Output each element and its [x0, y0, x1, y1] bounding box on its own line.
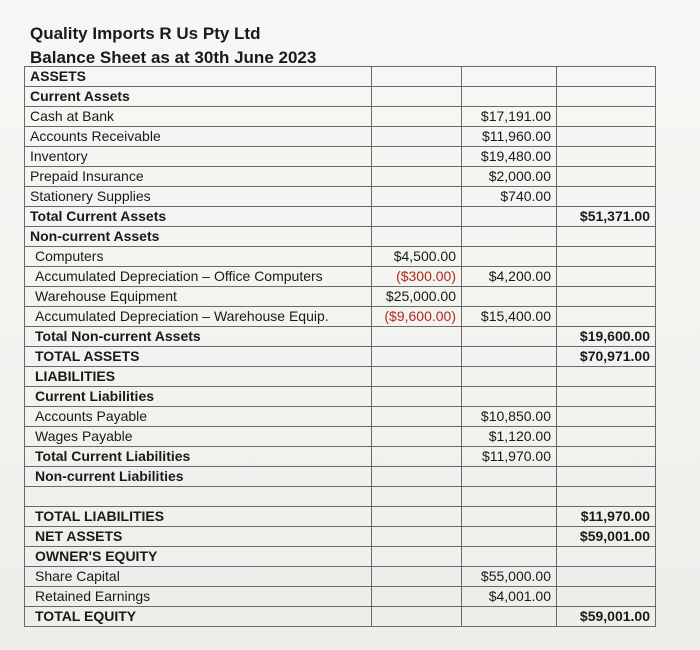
table-row [25, 187, 656, 207]
detail-amount-cell: ($9,600.00) [372, 307, 462, 327]
table-row [25, 467, 656, 487]
subtotal-amount-cell [462, 507, 557, 527]
detail-amount-cell [372, 207, 462, 227]
subtotal-amount-cell [462, 207, 557, 227]
detail-amount-cell [372, 547, 462, 567]
row-label: Retained Earnings [25, 587, 372, 607]
table-row [25, 87, 656, 107]
detail-amount-cell [372, 427, 462, 447]
subtotal-amount-cell: $10,850.00 [462, 407, 557, 427]
row-label: Non-current Liabilities [25, 467, 372, 487]
total-amount-cell [557, 187, 656, 207]
detail-amount-cell [372, 327, 462, 347]
company-name: Quality Imports R Us Pty Ltd [30, 24, 261, 43]
detail-amount-cell [372, 507, 462, 527]
document-header [30, 22, 316, 70]
table-row [25, 127, 656, 147]
table-row [25, 267, 656, 287]
row-label: NET ASSETS [25, 527, 372, 547]
subtotal-amount-cell: $55,000.00 [462, 567, 557, 587]
subtotal-amount-cell [462, 287, 557, 307]
subtotal-amount-cell: $15,400.00 [462, 307, 557, 327]
subtotal-amount-cell [462, 67, 557, 87]
row-label: Accumulated Depreciation – Office Computers [25, 267, 372, 287]
total-amount-cell [557, 587, 656, 607]
subtotal-amount-cell [462, 327, 557, 347]
row-label: Warehouse Equipment [25, 287, 372, 307]
row-label [25, 487, 372, 507]
table-row [25, 567, 656, 587]
table-row [25, 447, 656, 467]
row-label: TOTAL LIABILITIES [25, 507, 372, 527]
total-amount-cell [557, 287, 656, 307]
balance-sheet-table [24, 66, 656, 627]
total-amount-cell [557, 467, 656, 487]
table-row [25, 147, 656, 167]
row-label: Wages Payable [25, 427, 372, 447]
total-amount-cell [557, 307, 656, 327]
detail-amount-cell [372, 387, 462, 407]
detail-amount-cell [372, 227, 462, 247]
table-row [25, 287, 656, 307]
subtotal-amount-cell [462, 467, 557, 487]
row-label: Non-current Assets [25, 227, 372, 247]
subtotal-amount-cell: $11,970.00 [462, 447, 557, 467]
total-amount-cell [557, 267, 656, 287]
table-row [25, 507, 656, 527]
subtotal-amount-cell [462, 87, 557, 107]
subtotal-amount-cell [462, 347, 557, 367]
subtotal-amount-cell: $4,200.00 [462, 267, 557, 287]
total-amount-cell [557, 147, 656, 167]
total-amount-cell [557, 387, 656, 407]
total-amount-cell: $59,001.00 [557, 527, 656, 547]
row-label: Computers [25, 247, 372, 267]
row-label: Total Current Assets [25, 207, 372, 227]
total-amount-cell [557, 447, 656, 467]
row-label: LIABILITIES [25, 367, 372, 387]
table-row [25, 527, 656, 547]
detail-amount-cell [372, 467, 462, 487]
total-amount-cell: $70,971.00 [557, 347, 656, 367]
table-row [25, 207, 656, 227]
detail-amount-cell [372, 447, 462, 467]
table-row [25, 307, 656, 327]
detail-amount-cell [372, 107, 462, 127]
table-row [25, 167, 656, 187]
total-amount-cell: $59,001.00 [557, 607, 656, 627]
detail-amount-cell [372, 567, 462, 587]
detail-amount-cell [372, 587, 462, 607]
subtotal-amount-cell: $11,960.00 [462, 127, 557, 147]
table-row [25, 607, 656, 627]
row-label: Prepaid Insurance [25, 167, 372, 187]
detail-amount-cell: $4,500.00 [372, 247, 462, 267]
table-row [25, 107, 656, 127]
subtotal-amount-cell: $740.00 [462, 187, 557, 207]
detail-amount-cell [372, 167, 462, 187]
detail-amount-cell [372, 527, 462, 547]
row-label: Current Liabilities [25, 387, 372, 407]
detail-amount-cell [372, 407, 462, 427]
total-amount-cell [557, 247, 656, 267]
row-label: Accounts Payable [25, 407, 372, 427]
detail-amount-cell [372, 147, 462, 167]
total-amount-cell [557, 87, 656, 107]
total-amount-cell [557, 407, 656, 427]
total-amount-cell [557, 567, 656, 587]
detail-amount-cell [372, 187, 462, 207]
detail-amount-cell [372, 347, 462, 367]
detail-amount-cell [372, 127, 462, 147]
subtotal-amount-cell: $2,000.00 [462, 167, 557, 187]
detail-amount-cell [372, 87, 462, 107]
detail-amount-cell [372, 67, 462, 87]
table-row [25, 367, 656, 387]
table-row [25, 587, 656, 607]
total-amount-cell: $11,970.00 [557, 507, 656, 527]
row-label: Accumulated Depreciation – Warehouse Equip. [25, 307, 372, 327]
detail-amount-cell: ($300.00) [372, 267, 462, 287]
subtotal-amount-cell [462, 247, 557, 267]
total-amount-cell [557, 127, 656, 147]
total-amount-cell [557, 227, 656, 247]
table-row [25, 487, 656, 507]
detail-amount-cell [372, 487, 462, 507]
table-row [25, 347, 656, 367]
table-row [25, 407, 656, 427]
document-title: Balance Sheet as at 30th June 2023 [30, 48, 317, 67]
table-row [25, 427, 656, 447]
row-label: Current Assets [25, 87, 372, 107]
row-label: Stationery Supplies [25, 187, 372, 207]
table-row [25, 247, 656, 267]
table-row [25, 547, 656, 567]
subtotal-amount-cell: $1,120.00 [462, 427, 557, 447]
table-row [25, 387, 656, 407]
subtotal-amount-cell [462, 607, 557, 627]
total-amount-cell [557, 487, 656, 507]
table-row [25, 327, 656, 347]
detail-amount-cell [372, 367, 462, 387]
row-label: ASSETS [25, 67, 372, 87]
total-amount-cell [557, 167, 656, 187]
subtotal-amount-cell [462, 527, 557, 547]
subtotal-amount-cell: $4,001.00 [462, 587, 557, 607]
row-label: Total Non-current Assets [25, 327, 372, 347]
row-label: TOTAL EQUITY [25, 607, 372, 627]
row-label: Inventory [25, 147, 372, 167]
row-label: Total Current Liabilities [25, 447, 372, 467]
detail-amount-cell [372, 607, 462, 627]
subtotal-amount-cell: $17,191.00 [462, 107, 557, 127]
total-amount-cell [557, 427, 656, 447]
total-amount-cell [557, 547, 656, 567]
total-amount-cell [557, 367, 656, 387]
row-label: Cash at Bank [25, 107, 372, 127]
total-amount-cell: $51,371.00 [557, 207, 656, 227]
row-label: Share Capital [25, 567, 372, 587]
subtotal-amount-cell [462, 487, 557, 507]
table-row [25, 67, 656, 87]
subtotal-amount-cell [462, 547, 557, 567]
subtotal-amount-cell [462, 367, 557, 387]
subtotal-amount-cell [462, 387, 557, 407]
table-row [25, 227, 656, 247]
row-label: OWNER'S EQUITY [25, 547, 372, 567]
subtotal-amount-cell: $19,480.00 [462, 147, 557, 167]
subtotal-amount-cell [462, 227, 557, 247]
row-label: TOTAL ASSETS [25, 347, 372, 367]
detail-amount-cell: $25,000.00 [372, 287, 462, 307]
row-label: Accounts Receivable [25, 127, 372, 147]
total-amount-cell [557, 107, 656, 127]
total-amount-cell [557, 67, 656, 87]
total-amount-cell: $19,600.00 [557, 327, 656, 347]
